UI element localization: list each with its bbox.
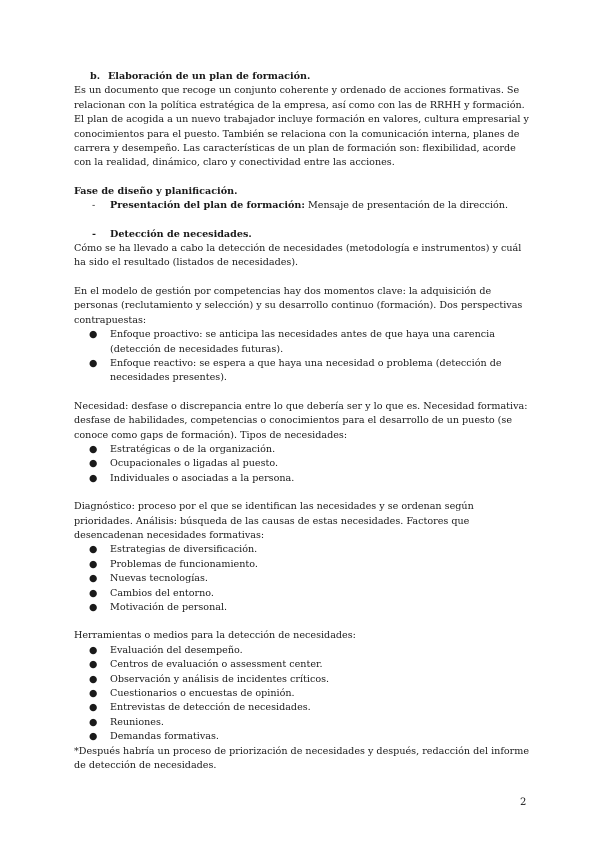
bullet-icon: ●: [89, 458, 98, 470]
dash-marker: -: [92, 200, 96, 212]
list-item: [74, 543, 529, 557]
bullet-icon: ●: [89, 731, 98, 743]
herramientas-paragraph: Herramientas o medios para la detección de necesidades:: [74, 630, 356, 642]
bullet-icon: ●: [89, 544, 98, 556]
bullet-icon: ●: [89, 573, 98, 585]
modelo-list: [74, 328, 529, 386]
presentacion-item: [74, 199, 529, 213]
herramientas-note: *Después habría un proceso de priorización de necesidades y después, redacción del informe de detección de necesidades.: [74, 745, 530, 772]
list-item-text: Ocupacionales o ligadas al puesto.: [110, 458, 279, 470]
section-title: [74, 70, 529, 84]
list-item-text: Motivación de personal.: [110, 602, 228, 613]
list-item: [74, 558, 529, 572]
necesidad-list: [74, 443, 529, 486]
list-item: [74, 701, 529, 715]
bullet-icon: ●: [89, 587, 98, 599]
list-item-text: Enfoque reactivo: se espera a que haya una necesidad o problema (detección de necesidades presentes).: [110, 357, 502, 384]
deteccion-paragraph: Cómo se ha llevado a cabo la detección de necesidades (metodología e instrumentos) y cuál ha sido el resultado (listados de necesidades).: [74, 243, 522, 269]
bullet-icon: ●: [89, 702, 98, 714]
list-item-text: Individuales o asociadas a la persona.: [110, 472, 295, 484]
bullet-icon: ●: [89, 357, 98, 369]
list-item: [74, 328, 529, 357]
list-item-text: Estratégicas o de la organización.: [110, 443, 276, 455]
bullet-icon: ●: [89, 472, 98, 484]
list-item: [74, 716, 529, 730]
bullet-icon: ●: [89, 602, 98, 613]
diagnostico-paragraph: Diagnóstico: proceso por el que se identifican las necesidades y se ordenan según prioridades. Análisis: búsqueda de las causas de estas necesidades. Factores que desencadenan necesidades formativas:: [74, 501, 474, 541]
presentacion-text: Mensaje de presentación de la dirección.: [304, 200, 509, 212]
herramientas-list: [74, 644, 529, 745]
dash-marker: -: [92, 228, 96, 240]
list-item: [74, 644, 529, 658]
bullet-icon: ●: [89, 329, 98, 341]
bullet-icon: ●: [89, 716, 98, 728]
bullet-icon: ●: [89, 673, 98, 685]
list-item: [74, 673, 529, 687]
bullet-icon: ●: [89, 558, 98, 570]
list-item: [74, 572, 529, 586]
necesidad-paragraph: Necesidad: desfase o discrepancia entre lo que debería ser y lo que es. Necesidad formativa: desfase de habilidades, competencias o conocimientos para el desarrollo de un puesto (se conoce como gaps de formación). Tipos de necesidades:: [74, 400, 528, 441]
list-item-text: Problemas de funcionamiento.: [110, 558, 258, 570]
list-item: [74, 730, 529, 744]
deteccion-label: Detección de necesidades.: [110, 228, 252, 240]
list-item-text: Cuestionarios o encuestas de opinión.: [110, 688, 295, 700]
list-item-text: Demandas formativas.: [110, 731, 219, 743]
list-item-text: Centros de evaluación o assessment center.: [110, 659, 323, 671]
list-item: [74, 357, 529, 386]
section-paragraph: Es un documento que recoge un conjunto coherente y ordenado de acciones formativas. Se relacionan con la política estratégica de la empresa, así como con las de RRHH y formación. El plan de acogida a un nuevo trabajador incluye formación en valores, cultura empresarial y conocimientos para el puesto. También se relaciona con la comunicación interna, planes de carrera y desempeño. Las características de un plan de formación son: flexibilidad, acorde con la realidad, dinámico, claro y conectividad entre las acciones.: [74, 85, 529, 169]
list-item: [74, 658, 529, 672]
list-item: [74, 687, 529, 701]
modelo-paragraph: En el modelo de gestión por competencias hay dos momentos clave: la adquisición de personas (reclutamiento y selección) y su desarrollo continuo (formación). Dos perspectivas contrapuestas:: [74, 285, 523, 326]
list-item: [74, 443, 529, 457]
fase-heading: Fase de diseño y planificación.: [74, 185, 238, 197]
list-item-text: Nuevas tecnologías.: [110, 573, 208, 585]
bullet-icon: ●: [89, 688, 98, 700]
document-page: [74, 70, 529, 773]
presentacion-label: Presentación del plan de formación:: [110, 200, 305, 212]
bullet-icon: ●: [89, 644, 98, 656]
list-item: [74, 472, 529, 486]
bullet-icon: ●: [89, 659, 98, 671]
page-number: 2: [520, 797, 527, 808]
list-item: [74, 587, 529, 601]
list-item-text: Evaluación del desempeño.: [110, 644, 243, 656]
list-item-text: Entrevistas de detección de necesidades.: [110, 702, 311, 714]
section-label: b.: [90, 71, 101, 82]
list-item-text: Estrategias de diversificación.: [110, 544, 258, 556]
section-title-text: Elaboración de un plan de formación.: [108, 71, 311, 82]
list-item-text: Enfoque proactivo: se anticipa las necesidades antes de que haya una carencia (detección de necesidades futuras).: [110, 329, 495, 355]
deteccion-item: [74, 228, 529, 242]
bullet-icon: ●: [89, 443, 98, 455]
list-item: [74, 601, 529, 615]
list-item-text: Observación y análisis de incidentes críticos.: [110, 673, 330, 685]
diagnostico-list: [74, 543, 529, 615]
list-item-text: Cambios del entorno.: [110, 587, 214, 599]
list-item-text: Reuniones.: [110, 716, 164, 728]
list-item: [74, 457, 529, 471]
